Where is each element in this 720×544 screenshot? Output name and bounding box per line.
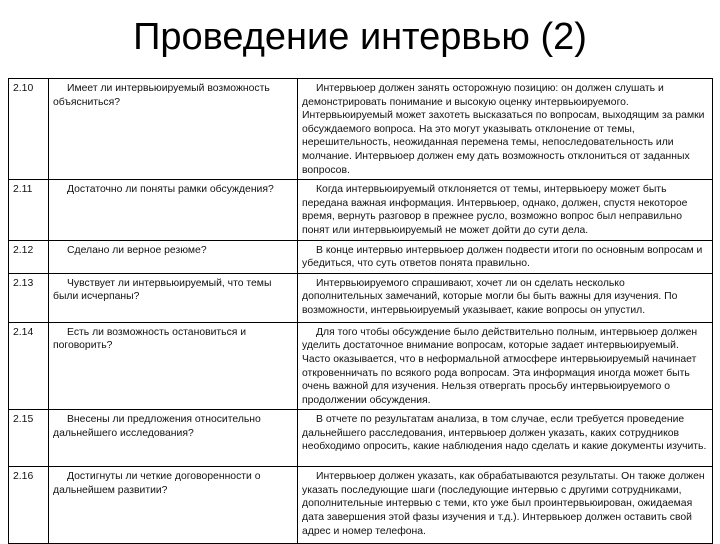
table-row bbox=[9, 180, 713, 240]
row-question bbox=[49, 79, 298, 180]
question-text: Внесены ли предложения относительно дальнейшего исследования? bbox=[53, 414, 261, 439]
answer-text: Для того чтобы обсуждение было действительно полным, интервьюер должен уделить достаточное внимание вопросам, которые задает интервьюируемый. Часто оказывается, что в неформальной атмосфере интервьюируемый начинает откровенничать по всякого рода вопросам. Эта информация иногда может быть очень важной для изучения. Нельзя отвергать просьбу интервьюируемого о продолжении обсуждения. bbox=[302, 326, 698, 406]
row-number: 2.16 bbox=[9, 467, 49, 544]
row-number: 2.12 bbox=[9, 240, 49, 273]
row-number: 2.15 bbox=[9, 410, 49, 467]
row-answer bbox=[298, 273, 713, 322]
slide-title: Проведение интервью (2) bbox=[133, 16, 587, 58]
row-question bbox=[49, 240, 298, 273]
answer-text: Интервьюируемого спрашивают, хочет ли он сделать несколько дополнительных замечаний, которые могли бы быть важны для изучения. По возможности, интервьюируемый указывает, какие вопросы он упустил. bbox=[302, 277, 678, 316]
row-question bbox=[49, 180, 298, 240]
question-text: Сделано ли верное резюме? bbox=[67, 244, 207, 256]
table-row bbox=[9, 410, 713, 467]
answer-text: Когда интервьюируемый отклоняется от темы, интервьюеру может быть передана важная информация. Интервьюер, однако, должен, спустя некоторое время, вернуть разговор в прежнее русло, возможно вопрос был неправильно понят или интервьюируемый не может дойти до сути дела. bbox=[302, 184, 688, 236]
interview-checklist-table bbox=[8, 78, 713, 544]
row-answer bbox=[298, 322, 713, 410]
table-row bbox=[9, 79, 713, 180]
row-number: 2.10 bbox=[9, 79, 49, 180]
row-answer bbox=[298, 410, 713, 467]
row-question bbox=[49, 273, 298, 322]
question-text: Имеет ли интервьюируемый возможность объясниться? bbox=[53, 83, 270, 108]
answer-text: В отчете по результатам анализа, в том случае, если требуется проведение дальнейшего расследования, интервьюер должен указать, каких сотрудников необходимо опросить, какие наблюдения надо сделать и какие документы изучить. bbox=[302, 414, 707, 453]
row-number: 2.14 bbox=[9, 322, 49, 410]
row-number: 2.13 bbox=[9, 273, 49, 322]
row-answer bbox=[298, 79, 713, 180]
row-answer bbox=[298, 180, 713, 240]
table-row bbox=[9, 240, 713, 273]
answer-text: Интервьюер должен указать, как обрабатываются результаты. Он также должен указать последующие шаги (последующие интервью с другими сотрудниками, дополнительные интервью с теми, кто уже был проинтервьюирован, ожидаемая дата завершения этой фазы изучения и т.д.). Интервьюер должен оставить свой адрес и номер телефона. bbox=[302, 471, 705, 537]
row-question bbox=[49, 322, 298, 410]
row-answer bbox=[298, 240, 713, 273]
question-text: Есть ли возможность остановиться и поговорить? bbox=[53, 326, 247, 352]
table-row bbox=[9, 467, 713, 544]
answer-text: В конце интервью интервьюер должен подвести итоги по основным вопросам и убедиться, что суть ответов понята правильно. bbox=[302, 244, 703, 270]
row-answer bbox=[298, 467, 713, 544]
row-question bbox=[49, 467, 298, 544]
question-text: Достигнуты ли четкие договоренности о дальнейшем развитии? bbox=[53, 471, 261, 496]
answer-text: Интервьюер должен занять осторожную позицию: он должен слушать и демонстрировать понимание и высокую оценку интервьюируемого. Интервьюируемый может захотеть высказаться по вопросам, выходящим за рамки обсуждаемого вопроса. На это могут указывать отклонение от темы, нерешительность, неожиданная перемена темы, непоследовательность или молчание. Интервьюер должен ему дать возможность отклониться от заданных вопросов. bbox=[302, 83, 705, 176]
row-number: 2.11 bbox=[9, 180, 49, 240]
question-text: Чувствует ли интервьюируемый, что темы были исчерпаны? bbox=[53, 277, 272, 303]
row-question bbox=[49, 410, 298, 467]
table-row bbox=[9, 322, 713, 410]
question-text: Достаточно ли поняты рамки обсуждения? bbox=[67, 184, 274, 196]
table-row bbox=[9, 273, 713, 322]
